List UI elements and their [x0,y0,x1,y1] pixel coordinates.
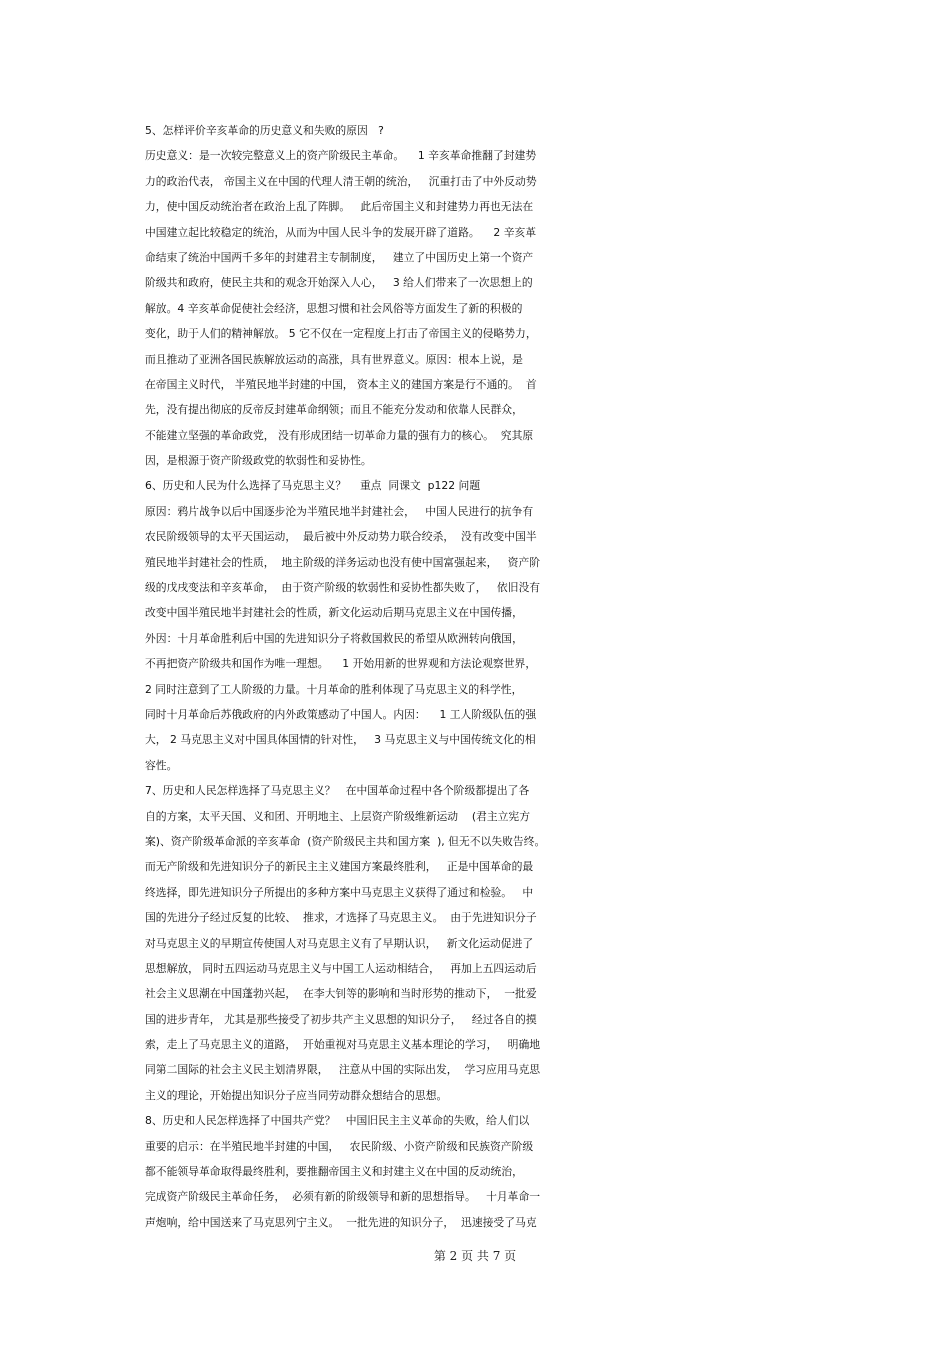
text-line: 外因：十月革命胜利后中国的先进知识分子将救国救民的希望从欧洲转向俄国， [145,631,523,645]
text-line: 8、历史和人民怎样选择了中国共产党？ 中国旧民主主义革命的失败，给人们以 [145,1114,530,1128]
text-line: 解放。4 辛亥革命促使社会经济，思想习惯和社会风俗等方面发生了新的积极的 [145,301,523,315]
text-line: 历史意义：是一次较完整意义上的资产阶级民主革命。 1 辛亥革命推翻了封建势 [145,149,537,163]
text-line: 力的政治代表， 帝国主义在中国的代理人清王朝的统治， 沉重打击了中外反动势 [145,174,537,188]
text-line: 6、历史和人民为什么选择了马克思主义？ 重点 同课文 p122 问题 [145,479,481,493]
text-line: 国的先进分子经过反复的比较、 推求，才选择了马克思主义。 由于先进知识分子 [145,911,537,925]
text-line: 因，是根源于资产阶级政党的软弱性和妥协性。 [145,454,372,468]
text-line: 思想解放， 同时五四运动马克思主义与中国工人运动相结合， 再加上五四运动后 [145,961,537,975]
text-line: 而无产阶级和先进知识分子的新民主主义建国方案最终胜利， 正是中国革命的最 [145,860,534,874]
text-line: 大， 2 马克思主义对中国具体国情的针对性， 3 马克思主义与中国传统文化的相 [145,733,536,747]
text-line: 声炮响，给中国送来了马克思列宁主义。 一批先进的知识分子， 迅速接受了马克 [145,1215,537,1229]
text-line: 级的戊戌变法和辛亥革命， 由于资产阶级的软弱性和妥协性都失败了， 依旧没有 [145,581,541,595]
page-footer: 第 2 页 共 7 页 [433,1249,517,1263]
text-line: 变化，助于人们的精神解放。 5 它不仅在一定程度上打击了帝国主义的侵略势力， [145,327,537,341]
text-line: 主义的理论，开始提出知识分子应当同劳动群众想结合的思想。 [145,1088,448,1102]
text-line: 命结束了统治中国两千多年的封建君主专制制度， 建立了中国历史上第一个资产 [145,250,534,264]
text-line: 中国建立起比较稳定的统治，从而为中国人民斗争的发展开辟了道路。 2 辛亥革 [145,225,537,239]
text-line: 而且推动了亚洲各国民族解放运动的高涨，具有世界意义。原因：根本上说，是 [145,352,523,366]
text-line: 改变中国半殖民地半封建社会的性质，新文化运动后期马克思主义在中国传播， [145,606,523,620]
text-line: 农民阶级领导的太平天国运动， 最后被中外反动势力联合绞杀， 没有改变中国半 [145,530,537,544]
text-line: 案)、资产阶级革命派的辛亥革命 (资产阶级民主共和国方案 ), 但无不以失败告终。 [145,834,546,848]
text-line: 7、历史和人民怎样选择了马克思主义？ 在中国革命过程中各个阶级都提出了各 [145,784,530,798]
text-line: 完成资产阶级民主革命任务， 必须有新的阶级领导和新的思想指导。 十月革命一 [145,1190,541,1204]
text-line: 先，没有提出彻底的反帝反封建革命纲领；而且不能充分发动和依靠人民群众， [145,403,523,417]
text-line: 重要的启示：在半殖民地半封建的中国， 农民阶级、小资产阶级和民族资产阶级 [145,1139,534,1153]
text-line: 原因：鸦片战争以后中国逐步沦为半殖民地半封建社会， 中国人民进行的抗争有 [145,504,534,518]
text-line: 都不能领导革命取得最终胜利，要推翻帝国主义和封建主义在中国的反动统治， [145,1165,523,1179]
text-line: 5、怎样评价辛亥革命的历史意义和失败的原因 ? [145,124,384,137]
text-line: 社会主义思潮在中国蓬勃兴起， 在李大钊等的影响和当时形势的推动下， 一批爱 [145,987,537,1001]
text-line: 2 同时注意到了工人阶级的力量。十月革命的胜利体现了马克思主义的科学性， [145,682,523,696]
text-line: 同时十月革命后苏俄政府的内外政策感动了中国人。内因： 1 工人阶级队伍的强 [145,707,537,721]
text-line: 容性。 [145,758,178,772]
text-line: 对马克思主义的早期宣传使国人对马克思主义有了早期认识， 新文化运动促进了 [145,936,534,950]
text-line: 终选择，即先进知识分子所提出的多种方案中马克思主义获得了通过和检验。 中 [145,885,534,899]
text-line: 不能建立坚强的革命政党， 没有形成团结一切革命力量的强有力的核心。 究其原 [145,428,534,442]
text-line: 索，走上了马克思主义的道路， 开始重视对马克思主义基本理论的学习， 明确地 [145,1038,541,1052]
text-line: 不再把资产阶级共和国作为唯一理想。 1 开始用新的世界观和方法论观察世界， [145,657,537,671]
text-line: 国的进步青年， 尤其是那些接受了初步共产主义思想的知识分子， 经过各自的摸 [145,1012,537,1026]
text-line: 自的方案，太平天国、义和团、开明地主、上层资产阶级维新运动 (君主立宪方 [145,809,531,823]
text-line: 阶级共和政府，使民主共和的观念开始深入人心， 3 给人们带来了一次思想上的 [145,276,533,290]
body-text [145,118,815,1235]
text-line: 同第二国际的社会主义民主划清界限， 注意从中国的实际出发， 学习应用马克思 [145,1063,541,1077]
text-line: 力，使中国反动统治者在政治上乱了阵脚。 此后帝国主义和封建势力再也无法在 [145,200,534,214]
text-line: 殖民地半封建社会的性质， 地主阶级的洋务运动也没有使中国富强起来， 资产阶 [145,555,541,569]
text-line: 在帝国主义时代， 半殖民地半封建的中国， 资本主义的建国方案是行不通的。 首 [145,377,537,391]
